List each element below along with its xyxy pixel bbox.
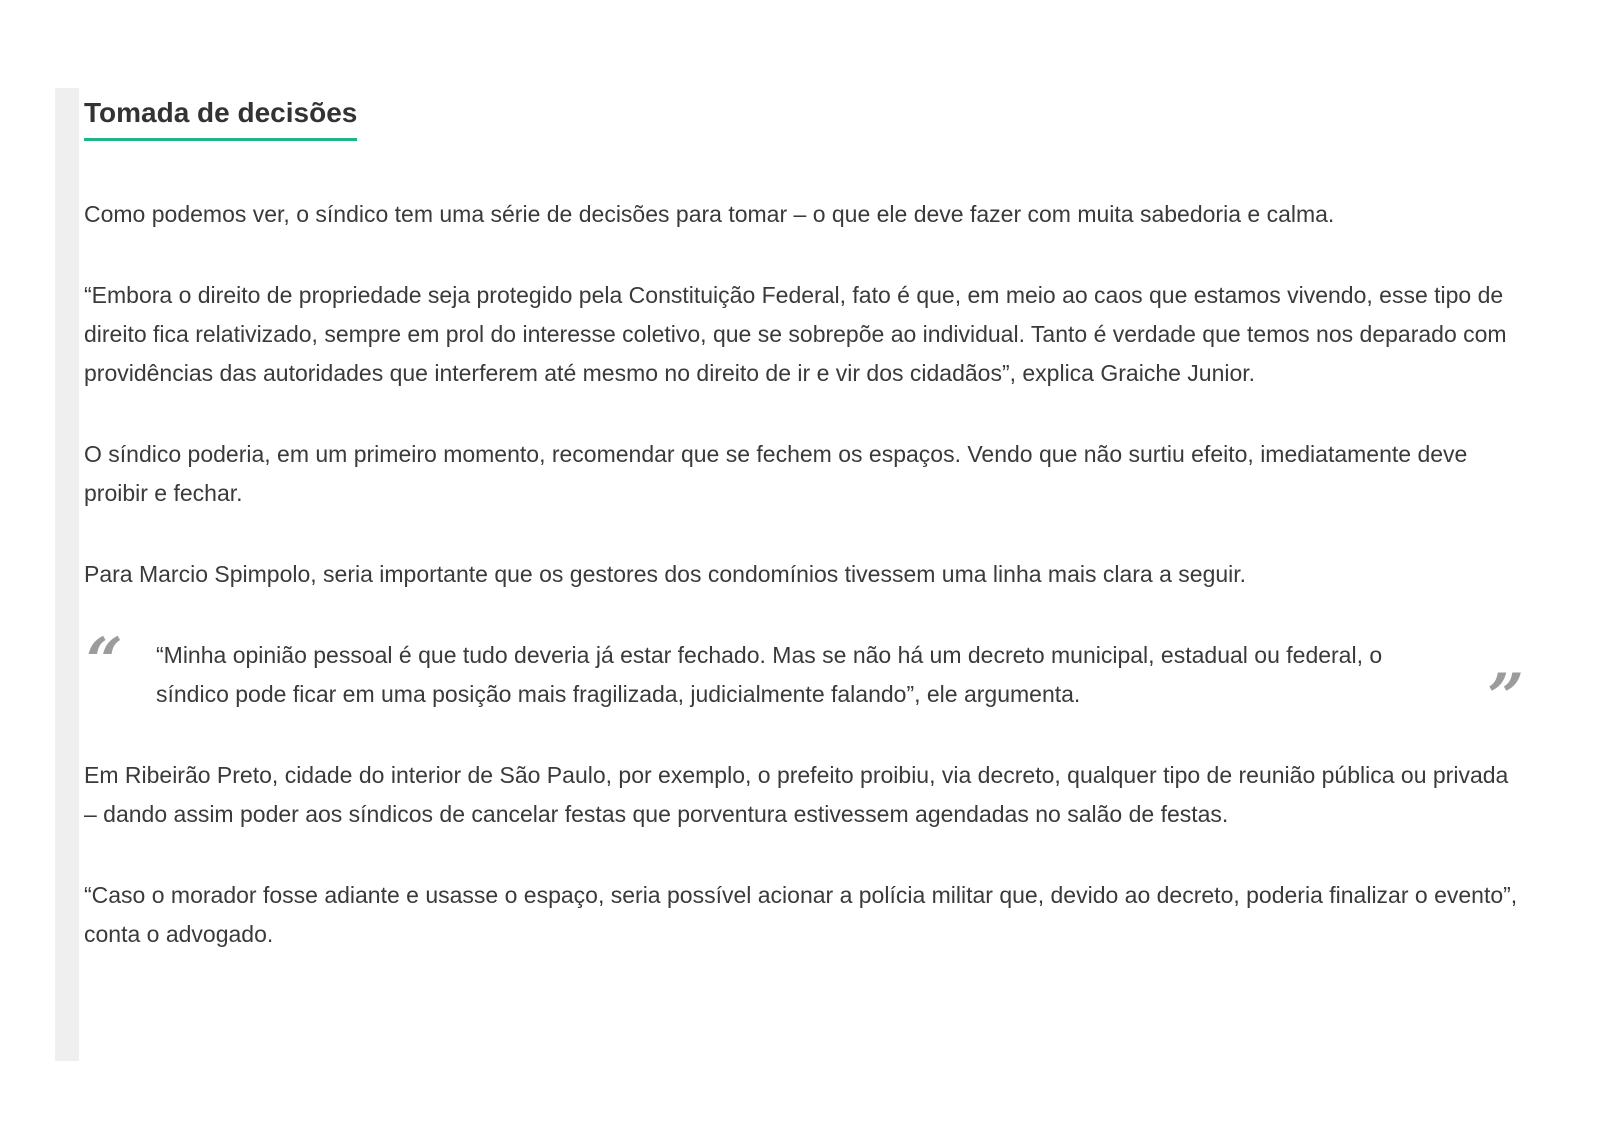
blockquote — [84, 623, 1524, 735]
paragraph-6: “Caso o morador fosse adiante e usasse o espaço, seria possível acionar a polícia militar que, devido ao decreto, poderia finalizar o evento”, conta o advogado. — [84, 881, 1518, 947]
paragraph-5: Em Ribeirão Preto, cidade do interior de São Paulo, por exemplo, o prefeito proibiu, via decreto, qualquer tipo de reunião pública ou privada – dando assim poder aos síndicos de cancelar festas que porventura estivessem agendadas no salão de festas. — [84, 761, 1509, 827]
left-accent-bar — [55, 88, 79, 1061]
paragraph-2: “Embora o direito de propriedade seja protegido pela Constituição Federal, fato é que, em meio ao caos que estamos vivendo, esse tipo de direito fica relativizado, sempre em prol do interesse coletivo, que se sobrepõe ao individual. Tanto é verdade que temos nos deparado com providências das autoridades que interferem até mesmo no direito de ir e vir dos cidadãos”, explica Graiche Junior. — [84, 281, 1507, 386]
open-quote-icon: “ — [86, 623, 123, 699]
paragraph-3: O síndico poderia, em um primeiro momento, recomendar que se fechem os espaços. Vendo que não surtiu efeito, imediatamente deve proibir e fechar. — [84, 440, 1468, 506]
quote-text: “Minha opinião pessoal é que tudo deveria já estar fechado. Mas se não há um decreto municipal, estadual ou federal, o síndico pode ficar em uma posição mais fragilizada, judicialmente falando”, ele argumenta. — [156, 641, 1383, 707]
paragraph-4: Para Marcio Spimpolo, seria importante que os gestores dos condomínios tivessem uma linha mais clara a seguir. — [84, 560, 1247, 587]
section-heading: Tomada de decisões — [84, 96, 357, 141]
close-quote-icon: ” — [1487, 659, 1524, 735]
article-section — [84, 96, 1524, 954]
paragraph-1: Como podemos ver, o síndico tem uma série de decisões para tomar – o que ele deve fazer com muita sabedoria e calma. — [84, 200, 1335, 227]
